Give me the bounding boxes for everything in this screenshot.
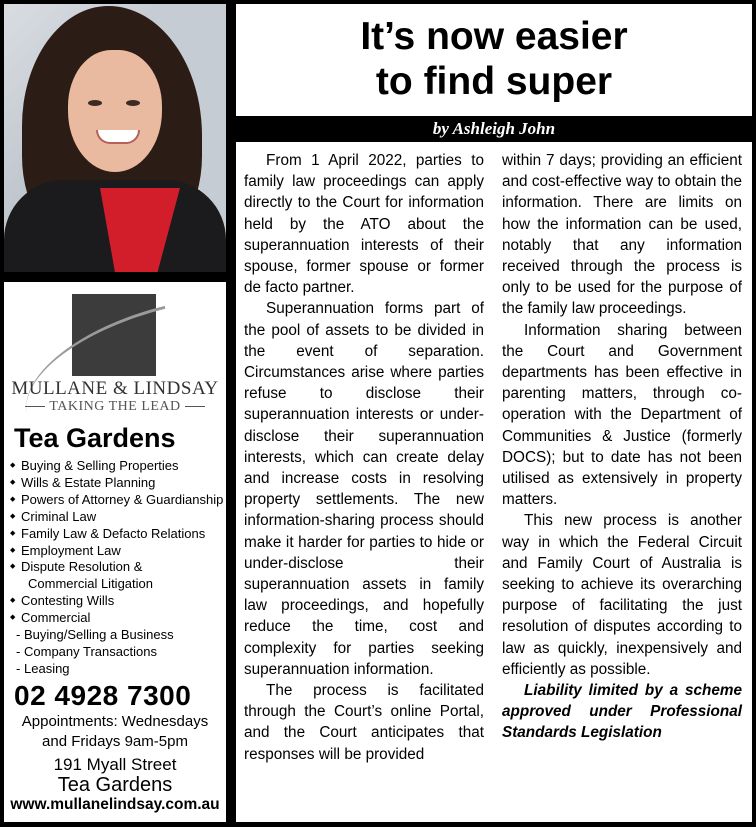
suburb: Tea Gardens: [57, 774, 173, 796]
list-item: ◆ Powers of Attorney & Guardianship: [10, 492, 223, 509]
liability-notice: Liability limited by a scheme approved under Professional Standards Legislation: [502, 682, 742, 742]
list-item: - Buying/Selling a Business: [10, 627, 223, 644]
list-item: ◆ Employment Law: [10, 543, 223, 560]
list-item: ◆ Dispute Resolution &: [10, 559, 223, 576]
byline: by Ashleigh John: [432, 119, 556, 138]
list-item: ◆ Commercial: [10, 610, 223, 627]
paragraph: From 1 April 2022, parties to family law proceedings can apply directly to the Court for information held by the ATO about the superannuation interests of their spouse, former spouse or former de facto partner.: [244, 152, 484, 297]
phone-number: 02 4928 7300: [14, 680, 192, 711]
firm-logo: [22, 294, 218, 390]
paragraph: within 7 days; providing an efficient and cost-effective way to obtain the information. There are limits on how the information can be used, notably that any information received through the process is only to be used for the purpose of the family law proceedings.: [502, 152, 742, 318]
article-body: [236, 142, 752, 822]
list-item: ◆ Wills & Estate Planning: [10, 475, 223, 492]
headline: It’s now easier to find super: [360, 15, 628, 103]
firm-name: MULLANE & LINDSAY: [11, 378, 219, 399]
list-item: Commercial Litigation: [28, 576, 153, 592]
list-item: - Leasing: [10, 661, 223, 678]
list-item: ◆ Criminal Law: [10, 509, 223, 526]
list-item: ◆ Buying & Selling Properties: [10, 458, 223, 475]
appointments-line: and Fridays 9am-5pm: [42, 733, 188, 750]
article-column-1: [244, 150, 484, 765]
street-address: 191 Myall Street: [53, 755, 177, 774]
appointments-line: Appointments: Wednesdays: [21, 713, 209, 730]
website-link[interactable]: www.mullanelindsay.com.au: [10, 796, 220, 813]
headline-box: [236, 4, 752, 116]
list-item: ◆ Contesting Wills: [10, 593, 223, 610]
article-column-2: [502, 150, 742, 744]
firm-tagline: TAKING THE LEAD: [4, 399, 226, 415]
paragraph: The process is facilitated through the Court’s online Portal, and the Court anticipates that responses will be provided: [244, 682, 484, 763]
portrait-photo: [4, 4, 226, 272]
list-item: ◆ Family Law & Defacto Relations: [10, 526, 223, 543]
services-list: [10, 458, 223, 678]
law-firm-advertisement: [4, 282, 226, 822]
list-item: - Company Transactions: [10, 644, 223, 661]
office-town-heading: Tea Gardens: [14, 423, 176, 453]
paragraph: Information sharing between the Court and Government departments has been effective in parenting matters, through co-operation with the Department of Communities & Justice (formerly DOCS); but to date has not been utilised as extensively in property matters.: [502, 321, 742, 509]
paragraph: This new process is another way in which the Federal Circuit and Family Court of Australia is seeking to achieve its overarching purpose of facilitating the just resolution of disputes according to law as quickly, inexpensively and efficiently as possible.: [502, 512, 742, 678]
paragraph: Superannuation forms part of the pool of assets to be divided in the event of separation. Circumstances arise where parties refuse to disclose their superannuation interests or under-disclose their superannuation interests, which can create delay and increase costs in resolving property settlements. The new information-sharing process should make it harder for parties to hide or under-disclose their superannuation assets in family law proceedings, and hopefully reduce the time, cost and complexity for parties seeking superannuation information.: [244, 300, 484, 678]
